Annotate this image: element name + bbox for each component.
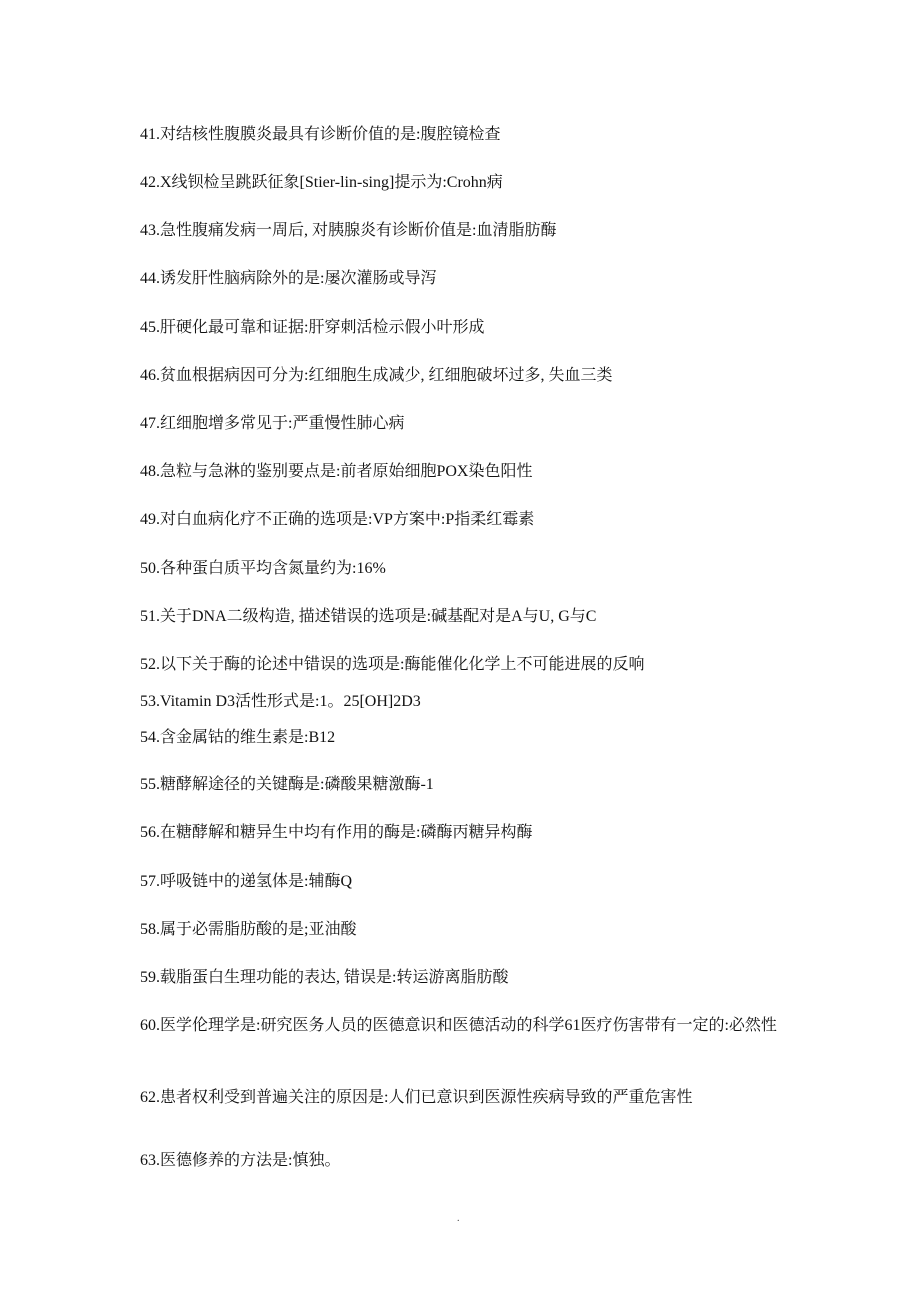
list-item [140, 508, 780, 532]
item-text: 糖酵解途径的关键酶是:磷酸果糖激酶-1 [160, 776, 434, 793]
item-text: 医学伦理学是:研究医务人员的医德意识和医德活动的科学61医疗伤害带有一定的:必然性 [160, 1017, 777, 1034]
item-number: 50. [140, 560, 160, 577]
item-number: 41. [140, 126, 160, 143]
list-item [140, 171, 780, 195]
list-item [140, 726, 780, 750]
item-number: 51. [140, 608, 160, 625]
list-item [140, 918, 780, 942]
item-number: 44. [140, 270, 160, 287]
list-item [140, 316, 780, 340]
item-text: 关于DNA二级构造, 描述错误的选项是:碱基配对是A与U, G与C [160, 608, 597, 625]
item-text: 以下关于酶的论述中错误的选项是:酶能催化化学上不可能进展的反响 [160, 656, 645, 673]
item-text: 含金属钴的维生素是:B12 [160, 729, 336, 746]
list-item [140, 557, 780, 581]
item-number: 48. [140, 463, 160, 480]
list-item [140, 605, 780, 629]
list-item [140, 219, 780, 243]
item-number: 59. [140, 969, 160, 986]
list-item [140, 653, 780, 677]
list-item [140, 821, 780, 845]
item-number: 52. [140, 656, 160, 673]
item-text: 对结核性腹膜炎最具有诊断价值的是:腹腔镜检查 [160, 126, 501, 143]
item-number: 42. [140, 174, 160, 191]
item-text: 贫血根据病因可分为:红细胞生成减少, 红细胞破坏过多, 失血三类 [160, 367, 613, 384]
item-number: 63. [140, 1152, 160, 1169]
item-number: 46. [140, 367, 160, 384]
item-number: 43. [140, 222, 160, 239]
item-text: 属于必需脂肪酸的是;亚油酸 [160, 921, 357, 938]
list-item [140, 412, 780, 436]
item-text: 红细胞增多常见于:严重慢性肺心病 [160, 415, 405, 432]
list-item [140, 1080, 780, 1116]
list-item [140, 267, 780, 291]
item-text: 患者权利受到普遍关注的原因是:人们已意识到医源性疾病导致的严重危害性 [160, 1089, 693, 1106]
item-number: 47. [140, 415, 160, 432]
list-item [140, 870, 780, 894]
item-number: 60. [140, 1017, 160, 1034]
item-text: 载脂蛋白生理功能的表达, 错误是:转运游离脂肪酸 [160, 969, 509, 986]
item-text: Vitamin D3活性形式是:1。25[OH]2D3 [160, 693, 421, 710]
item-number: 62. [140, 1089, 160, 1106]
page-footer-mark: . [457, 1213, 460, 1224]
item-text: 急性腹痛发病一周后, 对胰腺炎有诊断价值是:血清脂肪酶 [160, 222, 557, 239]
item-number: 56. [140, 824, 160, 841]
list-item [140, 1008, 780, 1044]
item-number: 58. [140, 921, 160, 938]
item-number: 49. [140, 511, 160, 528]
item-number: 55. [140, 776, 160, 793]
list-item [140, 773, 780, 797]
item-text: 在糖酵解和糖异生中均有作用的酶是:磷酶丙糖异构酶 [160, 824, 533, 841]
item-text: 诱发肝性脑病除外的是:屡次灌肠或导泻 [160, 270, 437, 287]
item-text: 肝硬化最可靠和证据:肝穿刺活检示假小叶形成 [160, 319, 485, 336]
list-item [140, 690, 780, 714]
item-number: 57. [140, 873, 160, 890]
list-item [140, 364, 780, 388]
item-text: 各种蛋白质平均含氮量约为:16% [160, 560, 386, 577]
list-item [140, 123, 780, 147]
item-text: 对白血病化疗不正确的选项是:VP方案中:P指柔红霉素 [160, 511, 535, 528]
item-text: 急粒与急淋的鉴别要点是:前者原始细胞POX染色阳性 [160, 463, 533, 480]
list-item [140, 966, 780, 990]
item-number: 54. [140, 729, 160, 746]
item-text: 呼吸链中的递氢体是:辅酶Q [160, 873, 353, 890]
list-item [140, 460, 780, 484]
item-number: 53. [140, 693, 160, 710]
item-text: 医德修养的方法是:慎独。 [160, 1152, 341, 1169]
list-item [140, 1149, 780, 1173]
item-text: X线钡检呈跳跃征象[Stier-lin-sing]提示为:Crohn病 [160, 174, 503, 191]
item-number: 45. [140, 319, 160, 336]
